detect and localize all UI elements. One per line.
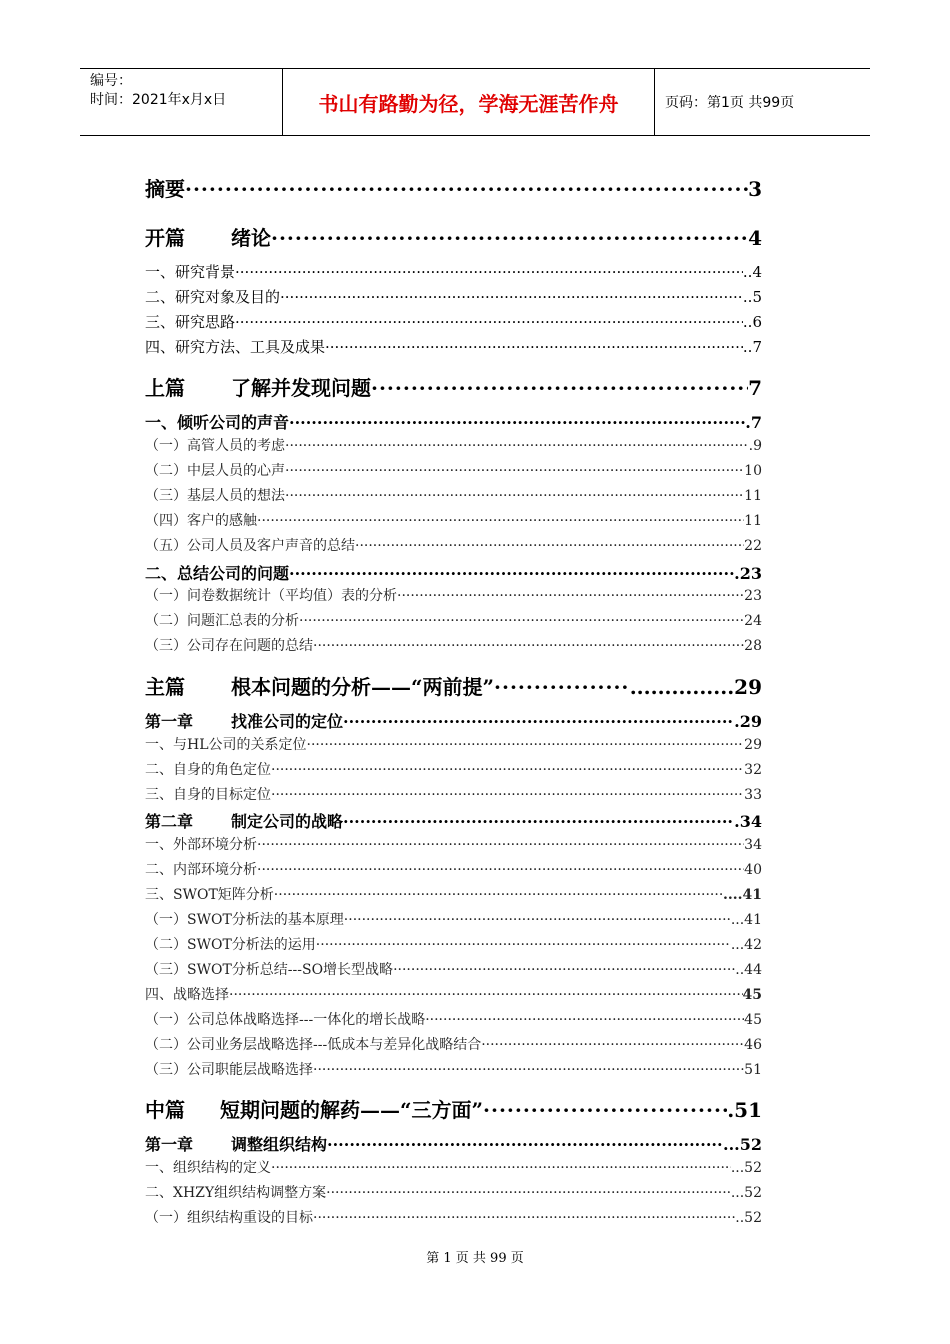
toc-page-number: .7 bbox=[745, 413, 762, 432]
toc-dot-leader bbox=[371, 376, 748, 400]
toc-entry-text: （一）问卷数据统计（平均值）表的分析 bbox=[145, 588, 397, 604]
toc-dot-leader bbox=[316, 937, 731, 953]
toc-dot-leader bbox=[481, 1037, 744, 1053]
toc-page-number: 51 bbox=[744, 1062, 762, 1078]
toc-entry-title bbox=[145, 1034, 481, 1054]
toc-entry[interactable] bbox=[145, 610, 762, 630]
page-footer: 第 1 页 共 99 页 bbox=[426, 1251, 524, 1266]
toc-entry[interactable] bbox=[145, 671, 762, 700]
toc-entry-title bbox=[145, 1157, 271, 1177]
toc-entry-text: （三）公司存在问题的总结 bbox=[145, 638, 313, 654]
toc-entry-title bbox=[145, 1059, 313, 1079]
toc-page-number: 32 bbox=[744, 762, 762, 778]
toc-entry[interactable] bbox=[145, 311, 762, 332]
toc-entry-text: （一）公司总体战略选择---一体化的增长战略 bbox=[145, 1012, 426, 1028]
toc-entry-text: （二）问题汇总表的分析 bbox=[145, 613, 299, 629]
toc-dot-leader bbox=[285, 463, 744, 479]
toc-entry-text: （四）客户的感触 bbox=[145, 513, 257, 529]
toc-dot-leader bbox=[325, 338, 743, 356]
toc-entry-text: 一、研究背景 bbox=[145, 263, 236, 281]
toc-page-number: 23 bbox=[744, 588, 762, 604]
toc-entry-text: 三、SWOT矩阵分析 bbox=[145, 887, 274, 903]
toc-entry-text: 二、自身的角色定位 bbox=[145, 762, 271, 778]
toc-dot-leader bbox=[274, 887, 723, 903]
toc-entry[interactable] bbox=[145, 1207, 762, 1227]
document-number-label: 编号： bbox=[90, 73, 132, 89]
toc-page-number: 22 bbox=[744, 538, 762, 554]
toc-entry-prefix: 第二章 bbox=[145, 812, 194, 831]
toc-entry-text: 找准公司的定位 bbox=[231, 712, 344, 731]
toc-page-number: ..7 bbox=[742, 338, 762, 356]
toc-entry-title bbox=[145, 1132, 327, 1155]
toc-entry[interactable] bbox=[145, 1132, 762, 1155]
toc-page-number: ..6 bbox=[742, 313, 762, 331]
toc-entry-text: 三、自身的目标定位 bbox=[145, 787, 271, 803]
toc-entry[interactable] bbox=[145, 510, 762, 530]
toc-page-number: 29 bbox=[744, 737, 762, 753]
header-page-info: 页码：第1页 共99页 bbox=[665, 95, 795, 111]
toc-dot-leader bbox=[307, 737, 745, 753]
toc-entry[interactable] bbox=[145, 1034, 762, 1054]
toc-entry-title bbox=[145, 1009, 425, 1029]
toc-entry-title bbox=[145, 173, 185, 202]
toc-dot-leader bbox=[393, 962, 735, 978]
toc-entry-text: （二）SWOT分析法的运用 bbox=[145, 937, 316, 953]
toc-entry[interactable] bbox=[145, 535, 762, 555]
toc-entry[interactable] bbox=[145, 1157, 762, 1177]
toc-entry-title bbox=[145, 934, 316, 954]
toc-page-number: 46 bbox=[744, 1037, 762, 1053]
toc-page-number: ..44 bbox=[735, 962, 762, 978]
toc-page-number: ..4 bbox=[742, 263, 762, 281]
toc-dot-leader bbox=[257, 837, 744, 853]
toc-entry-text: 三、研究思路 bbox=[145, 313, 236, 331]
toc-entry-text: （二）公司业务层战略选择---低成本与差异化战略结合 bbox=[145, 1037, 482, 1053]
toc-entry[interactable] bbox=[145, 859, 762, 879]
toc-dot-leader bbox=[425, 1012, 744, 1028]
toc-entry-text: 一、与HL公司的关系定位 bbox=[145, 737, 307, 753]
toc-entry-prefix: 第一章 bbox=[145, 1135, 194, 1154]
toc-entry-title bbox=[145, 561, 289, 584]
toc-entry-text: 四、战略选择 bbox=[145, 987, 229, 1003]
toc-entry-title bbox=[145, 1182, 326, 1202]
toc-entry-title bbox=[145, 410, 289, 433]
toc-entry-title bbox=[145, 635, 313, 655]
toc-dot-leader bbox=[313, 1062, 744, 1078]
toc-entry-text: 调整组织结构 bbox=[231, 1135, 328, 1154]
toc-entry-text: 二、总结公司的问题 bbox=[145, 564, 290, 583]
toc-page-number: 4 bbox=[748, 226, 762, 250]
toc-entry-text: （五）公司人员及客户声音的总结 bbox=[145, 538, 355, 554]
toc-dot-leader bbox=[327, 1135, 723, 1154]
toc-entry-title bbox=[145, 1094, 483, 1123]
toc-dot-leader bbox=[257, 513, 744, 529]
toc-entry-text: 短期问题的解药——“三方面” bbox=[220, 1098, 484, 1122]
toc-page-number: .23 bbox=[734, 564, 762, 583]
toc-page-number: .29 bbox=[734, 712, 762, 731]
toc-entry-title bbox=[145, 809, 343, 832]
toc-entry-text: 制定公司的战略 bbox=[231, 812, 344, 831]
toc-page-number: 24 bbox=[744, 613, 762, 629]
toc-page-number: 7 bbox=[748, 376, 762, 400]
toc-entry-text: （三）公司职能层战略选择 bbox=[145, 1062, 313, 1078]
toc-page-number: 45 bbox=[742, 987, 762, 1003]
toc-dot-leader bbox=[257, 862, 744, 878]
toc-entry[interactable] bbox=[145, 435, 762, 455]
toc-entry-text: 一、组织结构的定义 bbox=[145, 1160, 271, 1176]
toc-dot-leader bbox=[397, 588, 744, 604]
toc-entry-title bbox=[145, 372, 371, 401]
toc-entry-text: 二、XHZY组织结构调整方案 bbox=[145, 1185, 327, 1201]
toc-entry-title bbox=[145, 984, 229, 1004]
toc-entry[interactable] bbox=[145, 984, 762, 1004]
toc-entry-prefix: 开篇 bbox=[145, 226, 185, 250]
toc-page-number: ...41 bbox=[730, 912, 762, 928]
toc-entry-title bbox=[145, 734, 307, 754]
toc-dot-leader bbox=[271, 1160, 731, 1176]
toc-page-number: 34 bbox=[744, 837, 762, 853]
toc-entry-prefix: 中篇 bbox=[145, 1098, 185, 1122]
toc-entry-title bbox=[145, 834, 257, 854]
toc-entry-text: （一）SWOT分析法的基本原理 bbox=[145, 912, 344, 928]
toc-entry[interactable] bbox=[145, 834, 762, 854]
toc-entry-title bbox=[145, 336, 325, 357]
toc-entry-title bbox=[145, 510, 257, 530]
toc-entry-text: 绪论 bbox=[231, 226, 271, 250]
toc-entry-title bbox=[145, 222, 271, 251]
toc-entry-prefix: 主篇 bbox=[145, 675, 185, 699]
toc-page-number: ..52 bbox=[735, 1210, 762, 1226]
toc-entry-title bbox=[145, 485, 285, 505]
toc-entry[interactable] bbox=[145, 784, 762, 804]
toc-entry[interactable] bbox=[145, 286, 762, 307]
toc-dot-leader bbox=[285, 438, 749, 454]
toc-entry[interactable] bbox=[145, 1059, 762, 1079]
toc-dot-leader bbox=[229, 987, 743, 1003]
toc-page-number: 40 bbox=[744, 862, 762, 878]
toc-entry-text: 一、外部环境分析 bbox=[145, 837, 257, 853]
toc-entry-title bbox=[145, 286, 280, 307]
toc-entry-title bbox=[145, 585, 397, 605]
toc-page-number: ....41 bbox=[723, 887, 762, 903]
toc-entry[interactable] bbox=[145, 410, 762, 433]
toc-dot-leader bbox=[289, 413, 745, 432]
toc-dot-leader bbox=[271, 762, 744, 778]
toc-dot-leader bbox=[289, 564, 734, 583]
toc-entry-title bbox=[145, 759, 271, 779]
toc-entry-title bbox=[145, 610, 299, 630]
toc-dot-leader bbox=[271, 787, 744, 803]
toc-entry-title bbox=[145, 709, 343, 732]
toc-page-number: .9 bbox=[748, 438, 762, 454]
toc-entry[interactable] bbox=[145, 959, 762, 979]
toc-dot-leader bbox=[299, 613, 744, 629]
toc-entry[interactable] bbox=[145, 635, 762, 655]
toc-page-number: ...42 bbox=[730, 937, 762, 953]
toc-dot-leader bbox=[483, 1098, 727, 1122]
toc-entry-title bbox=[145, 1207, 313, 1227]
toc-entry[interactable] bbox=[145, 485, 762, 505]
toc-entry-title bbox=[145, 261, 235, 282]
toc-dot-leader bbox=[271, 226, 748, 250]
toc-entry[interactable] bbox=[145, 460, 762, 480]
toc-entry-prefix: 摘要 bbox=[145, 177, 185, 201]
toc-entry[interactable] bbox=[145, 372, 762, 401]
toc-entry[interactable] bbox=[145, 336, 762, 357]
toc-entry[interactable] bbox=[145, 1182, 762, 1202]
toc-entry-text: 了解并发现问题 bbox=[231, 376, 371, 400]
toc-entry[interactable] bbox=[145, 1009, 762, 1029]
toc-entry-text: 四、研究方法、工具及成果 bbox=[145, 338, 326, 356]
header-meta bbox=[80, 69, 283, 135]
toc-page-number: ...52 bbox=[730, 1160, 762, 1176]
toc-page-number: 11 bbox=[744, 513, 762, 529]
toc-entry-title bbox=[145, 884, 274, 904]
toc-dot-leader bbox=[280, 288, 743, 306]
toc-entry-text: 一、倾听公司的声音 bbox=[145, 413, 290, 432]
toc-entry[interactable] bbox=[145, 561, 762, 584]
toc-page-number: .34 bbox=[734, 812, 762, 831]
toc-dot-leader bbox=[355, 538, 744, 554]
toc-entry-text: （三）SWOT分析总结---SO增长型战略 bbox=[145, 962, 394, 978]
header-motto: 书山有路勤为径，学海无涯苦作舟 bbox=[283, 69, 655, 135]
toc-dot-leader bbox=[343, 812, 734, 831]
toc-page-number: ...............29 bbox=[629, 675, 762, 699]
toc-page-number: 11 bbox=[744, 488, 762, 504]
page-header bbox=[80, 68, 870, 136]
toc-entry-text: 二、内部环境分析 bbox=[145, 862, 257, 878]
toc-entry[interactable] bbox=[145, 734, 762, 754]
toc-entry-title bbox=[145, 435, 285, 455]
toc-entry-title bbox=[145, 535, 355, 555]
toc-entry-prefix: 第一章 bbox=[145, 712, 194, 731]
toc-entry-title bbox=[145, 671, 494, 700]
toc-dot-leader bbox=[285, 488, 744, 504]
toc-entry[interactable] bbox=[145, 884, 762, 904]
toc-entry[interactable] bbox=[145, 222, 762, 251]
toc-page-number: ..5 bbox=[742, 288, 762, 306]
toc-entry[interactable] bbox=[145, 261, 762, 282]
toc-entry[interactable] bbox=[145, 585, 762, 605]
toc-dot-leader bbox=[235, 263, 743, 281]
toc-dot-leader bbox=[313, 1210, 735, 1226]
toc-dot-leader bbox=[344, 912, 731, 928]
toc-entry-text: （三）基层人员的想法 bbox=[145, 488, 285, 504]
toc-dot-leader bbox=[235, 313, 743, 331]
toc-entry[interactable] bbox=[145, 934, 762, 954]
toc-entry-prefix: 上篇 bbox=[145, 376, 185, 400]
toc-entry-text: 二、研究对象及目的 bbox=[145, 288, 281, 306]
toc-page-number: ...52 bbox=[730, 1185, 762, 1201]
toc-page-number: 33 bbox=[744, 787, 762, 803]
toc-page-number: 45 bbox=[744, 1012, 762, 1028]
toc-entry-title bbox=[145, 460, 285, 480]
toc-page-number: 3 bbox=[748, 177, 762, 201]
toc-dot-leader bbox=[494, 675, 630, 699]
toc-dot-leader bbox=[343, 712, 734, 731]
toc-entry[interactable] bbox=[145, 909, 762, 929]
toc-entry-text: （一）组织结构重设的目标 bbox=[145, 1210, 313, 1226]
toc-dot-leader bbox=[313, 638, 744, 654]
toc-dot-leader bbox=[326, 1185, 731, 1201]
toc-entry-title bbox=[145, 859, 257, 879]
toc-page-number: ...52 bbox=[723, 1135, 762, 1154]
toc-entry-title bbox=[145, 311, 235, 332]
toc-page-number: 28 bbox=[744, 638, 762, 654]
toc-entry-title bbox=[145, 959, 393, 979]
toc-entry-text: 根本问题的分析——“两前提” bbox=[231, 675, 495, 699]
toc-dot-leader bbox=[185, 177, 748, 201]
toc-entry[interactable] bbox=[145, 759, 762, 779]
document-date-label: 时间：2021年x月x日 bbox=[90, 92, 227, 108]
toc-entry[interactable] bbox=[145, 809, 762, 832]
toc-entry-text: （二）中层人员的心声 bbox=[145, 463, 285, 479]
toc-entry-text: （一）高管人员的考虑 bbox=[145, 438, 285, 454]
toc-entry[interactable] bbox=[145, 1094, 762, 1123]
toc-entry-title bbox=[145, 909, 344, 929]
toc-page-number: .51 bbox=[727, 1098, 762, 1122]
toc-entry-title bbox=[145, 784, 271, 804]
toc-page-number: 10 bbox=[744, 463, 762, 479]
toc-entry[interactable] bbox=[145, 173, 762, 202]
toc-entry[interactable] bbox=[145, 709, 762, 732]
